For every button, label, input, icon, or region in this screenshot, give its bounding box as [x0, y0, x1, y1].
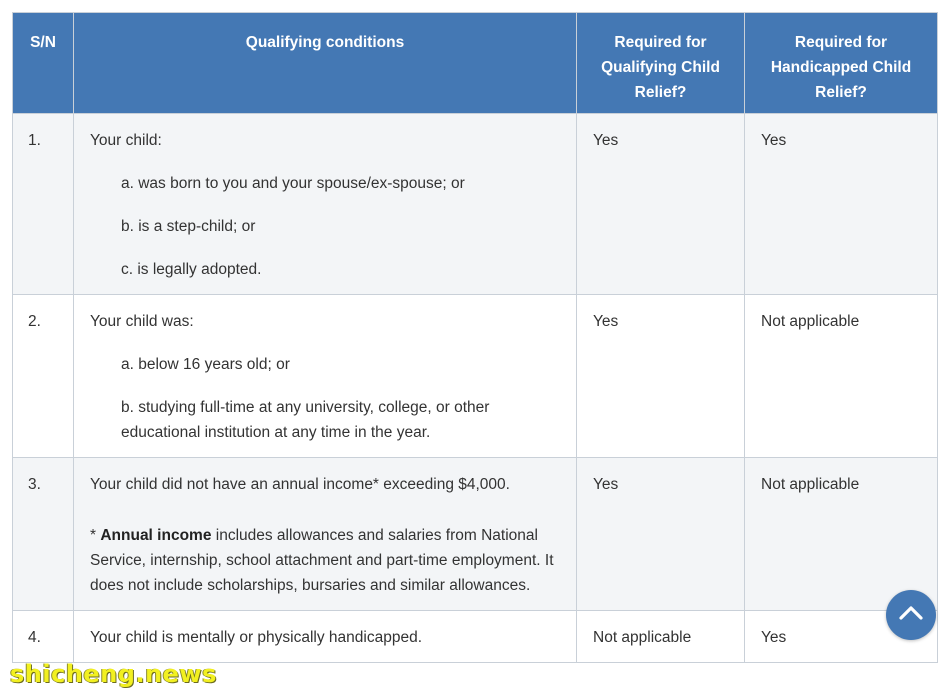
chevron-up-icon	[898, 605, 924, 626]
header-handicapped-child-relief: Required for Handicapped Child Relief?	[745, 13, 938, 114]
table-row	[13, 295, 938, 458]
condition-item: a. was born to you and your spouse/ex-spouse; or	[121, 175, 465, 192]
table-header-row	[13, 13, 938, 114]
condition-item: b. is a step-child; or	[121, 218, 256, 235]
qcr-cell: Not applicable	[577, 611, 745, 663]
condition-item: c. is legally adopted.	[121, 261, 262, 278]
condition-lead: Your child is mentally or physically handicapped.	[90, 629, 423, 646]
qcr-cell: Yes	[577, 295, 745, 458]
condition-item: a. below 16 years old; or	[121, 356, 290, 373]
table-row	[13, 611, 938, 663]
header-sn: S/N	[13, 13, 74, 114]
hcr-cell: Not applicable	[745, 458, 938, 611]
condition-item: b. studying full-time at any university, college, or other educational institution at any time in the year.	[121, 399, 490, 441]
table-row	[13, 458, 938, 611]
condition-cell	[74, 114, 577, 295]
row-number: 3.	[13, 458, 74, 611]
hcr-cell: Yes	[745, 611, 938, 663]
table-row	[13, 114, 938, 295]
qcr-cell: Yes	[577, 458, 745, 611]
annual-income-note	[90, 523, 560, 598]
hcr-cell: Yes	[745, 114, 938, 295]
note-term: Annual income	[100, 527, 212, 544]
scroll-to-top-button[interactable]	[886, 590, 936, 640]
note-prefix: *	[90, 527, 101, 544]
condition-lead: Your child did not have an annual income* exceeding $4,000.	[90, 476, 510, 493]
condition-lead: Your child:	[90, 132, 162, 149]
header-qualifying-conditions: Qualifying conditions	[74, 13, 577, 114]
condition-lead: Your child was:	[90, 313, 194, 330]
qcr-cell: Yes	[577, 114, 745, 295]
condition-cell	[74, 458, 577, 611]
condition-cell	[74, 295, 577, 458]
header-qualifying-child-relief: Required for Qualifying Child Relief?	[577, 13, 745, 114]
row-number: 4.	[13, 611, 74, 663]
qualifying-conditions-table	[12, 12, 938, 663]
row-number: 2.	[13, 295, 74, 458]
condition-cell	[74, 611, 577, 663]
note-text: includes allowances and salaries from National Service, internship, school attachment and part-time employment. It does not include scholarships, bursaries and similar allowances.	[90, 527, 554, 594]
watermark: shicheng.news	[10, 660, 217, 688]
row-number: 1.	[13, 114, 74, 295]
hcr-cell: Not applicable	[745, 295, 938, 458]
